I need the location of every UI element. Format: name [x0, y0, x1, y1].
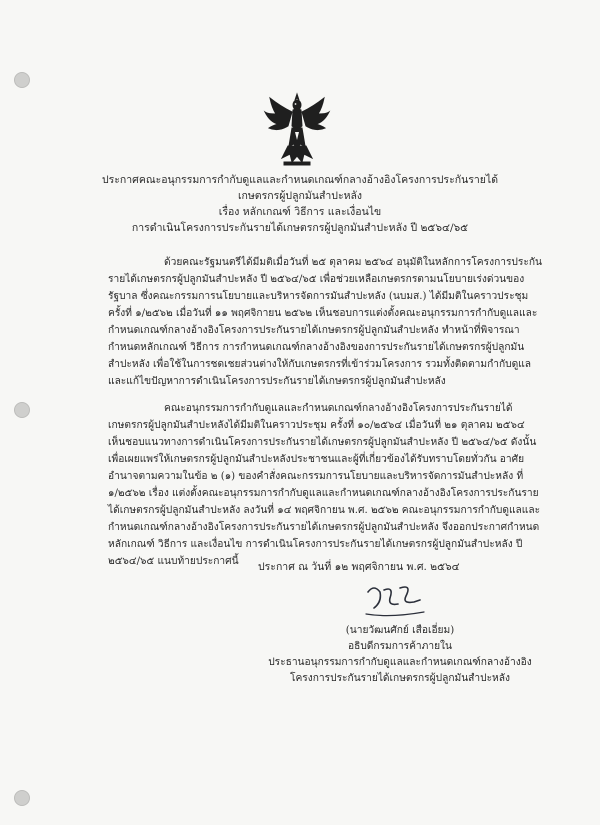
heading-line: การดำเนินโครงการประกันรายได้เกษตรกรผู้ปลูกมันสำปะหลัง ปี ๒๕๖๔/๖๕ — [131, 222, 469, 234]
punch-hole — [14, 402, 30, 418]
punch-hole — [14, 790, 30, 806]
heading-line: เรื่อง หลักเกณฑ์ วิธีการ และเงื่อนไข — [218, 206, 382, 218]
garuda-emblem — [262, 92, 332, 170]
heading-line: เกษตรกรผู้ปลูกมันสำปะหลัง — [237, 190, 363, 202]
document-heading — [60, 172, 540, 236]
paragraph-background: ด้วยคณะรัฐมนตรีได้มีมติเมื่อวันที่ ๒๕ ตุลาคม ๒๕๖๔ อนุมัติในหลักการโครงการประกันรายได้เกษตรกรผู้ปลูกมันสำปะหลัง ปี ๒๕๖๔/๖๕ เพื่อช่วยเหลือเกษตรกรตามนโยบายเร่งด่วนของรัฐบาล ซึ่งคณะกรรมการนโยบายและบริหารจัดการมันสำปะหลัง (นบมส.) ได้มีมติในคราวประชุม ครั้งที่ ๑/๒๕๖๒ เมื่อวันที่ ๑๑ พฤศจิกายน ๒๕๖๒ เห็นชอบการแต่งตั้งคณะอนุกรรมการกำกับดูแลและกำหนดเกณฑ์กลางอ้างอิงโครงการประกันรายได้เกษตรกรผู้ปลูกมันสำปะหลัง ทำหน้าที่พิจารณากำหนดหลักเกณฑ์ วิธีการ การกำหนดเกณฑ์กลางอ้างอิงของการประกันรายได้เกษตรกรผู้ปลูกมันสำปะหลัง เพื่อใช้ในการชดเชยส่วนต่างให้กับเกษตรกรที่เข้าร่วมโครงการ รวมทั้งติดตามกำกับดูแลและแก้ไขปัญหาการดำเนินโครงการประกันรายได้เกษตรกรผู้ปลูกมันสำปะหลัง — [108, 257, 542, 387]
paragraph-resolution: คณะอนุกรรมการกำกับดูแลและกำหนดเกณฑ์กลางอ้างอิงโครงการประกันรายได้เกษตรกรผู้ปลูกมันสำปะหลังได้มีมติในคราวประชุม ครั้งที่ ๑๐/๒๕๖๔ เมื่อวันที่ ๒๑ ตุลาคม ๒๕๖๔ เห็นชอบแนวทางการดำเนินโครงการประกันรายได้เกษตรกรผู้ปลูกมันสำปะหลัง ปี ๒๕๖๔/๖๕ ดังนั้น เพื่อเผยแพร่ให้เกษตรกรผู้ปลูกมันสำปะหลังประชาชนและผู้ที่เกี่ยวข้องได้รับทราบโดยทั่วกัน อาศัยอำนาจตามความในข้อ ๒ (๑) ของคำสั่งคณะกรรมการนโยบายและบริหารจัดการมันสำปะหลัง ที่ ๑/๒๕๖๒ เรื่อง แต่งตั้งคณะอนุกรรมการกำกับดูแลและกำหนดเกณฑ์กลางอ้างอิงโครงการประกันรายได้เกษตรกรผู้ปลูกมันสำปะหลัง ลงวันที่ ๑๔ พฤศจิกายน พ.ศ. ๒๕๖๒ คณะอนุกรรมการกำกับดูแลและกำหนดเกณฑ์กลางอ้างอิงโครงการประกันรายได้เกษตรกรผู้ปลูกมันสำปะหลัง จึงออกประกาศกำหนดหลักเกณฑ์ วิธีการ และเงื่อนไข การดำเนินโครงการประกันรายได้เกษตรกรผู้ปลูกมันสำปะหลัง ปี ๒๕๖๔/๖๕ แนบท้ายประกาศนี้ — [108, 403, 541, 567]
signer-name: (นายวัฒนศักย์ เสือเอี่ยม) — [345, 625, 455, 636]
handwritten-signature — [360, 582, 430, 622]
heading-line: ประกาศคณะอนุกรรมการกำกับดูแลและกำหนดเกณฑ์กลางอ้างอิงโครงการประกันรายได้ — [101, 174, 499, 186]
signer-position: อธิบดีกรมการค้าภายใน — [347, 641, 452, 652]
punch-hole — [14, 72, 30, 88]
announcement-date: ประกาศ ณ วันที่ ๑๒ พฤศจิกายน พ.ศ. ๒๕๖๔ — [258, 561, 460, 573]
signer-role: โครงการประกันรายได้เกษตรกรผู้ปลูกมันสำปะหลัง — [290, 673, 510, 684]
signer-role: ประธานอนุกรรมการกำกับดูแลและกำหนดเกณฑ์กลางอ้างอิง — [268, 657, 532, 668]
signer-block — [250, 623, 550, 687]
announcement-body — [108, 254, 542, 570]
